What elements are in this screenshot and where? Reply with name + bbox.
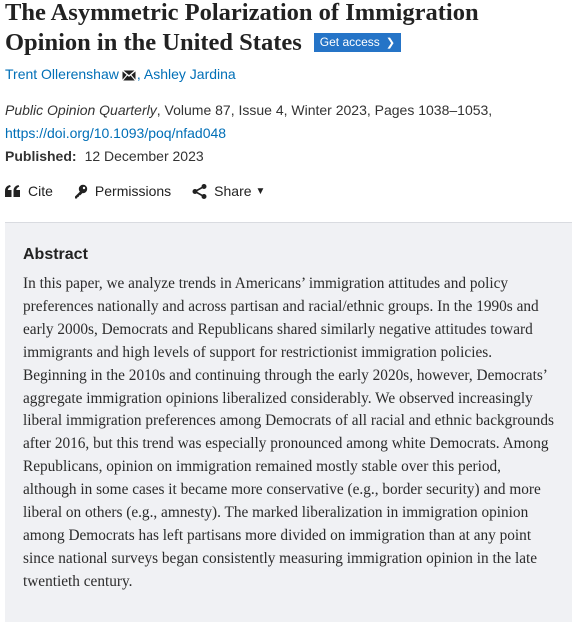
permissions-button[interactable]: [74, 183, 171, 199]
envelope-icon[interactable]: [122, 68, 136, 84]
share-label: Share: [214, 183, 252, 199]
abstract-section: [5, 222, 572, 622]
key-icon: [74, 184, 88, 199]
published-date: [5, 148, 571, 164]
author-link-ollerenshaw[interactable]: Trent Ollerenshaw: [5, 66, 119, 82]
author-list: [5, 66, 571, 84]
cite-button[interactable]: [5, 183, 53, 199]
article-page: [0, 0, 576, 199]
author-separator: ,: [136, 66, 141, 82]
permissions-label: Permissions: [94, 183, 172, 199]
citation: [5, 99, 571, 145]
doi-link[interactable]: https://doi.org/10.1093/poq/nfad048: [5, 125, 227, 141]
article-title-line2: Opinion in the United States: [5, 29, 302, 56]
abstract-heading: Abstract: [23, 246, 88, 263]
article-title: [5, 0, 571, 58]
published-label: Published:: [5, 148, 77, 164]
author-link-jardina[interactable]: Ashley Jardina: [143, 66, 236, 82]
published-value: 12 December 2023: [84, 148, 204, 164]
get-access-button[interactable]: [314, 33, 401, 52]
journal-name: Public Opinion Quarterly: [5, 102, 157, 118]
quote-icon: [5, 185, 21, 197]
cite-label: Cite: [28, 183, 53, 199]
share-icon: [192, 184, 207, 199]
get-access-label: Get access: [319, 35, 380, 49]
abstract-text: In this paper, we analyze trends in Americans’ immigration attitudes and policy preferences nationally and across partisan and racial/ethnic groups. In the 1990s and early 2000s, Democrats and Republicans shared similarly negative attitudes toward immigrants and high levels of support for restrictionist immigration policies. Beginning in the 2010s and continuing through the early 2020s, however, Democrats’ aggregate immigration opinions liberalized considerably. We observed increasingly liberal immigration preferences among Democrats of all racial and ethnic backgrounds after 2016, but this trend was especially pronounced among white Democrats. Among Republicans, opinion on immigration remained mostly stable over this period, although in some cases it became more conservative (e.g., border security) and more liberal on others (e.g., amnesty). The marked liberalization in immigration opinion among Democrats has left partisans more divided on immigration than at any point since national surveys began consistently measuring immigration opinion in the late twentieth century.: [23, 275, 554, 590]
caret-down-icon: ▼: [255, 185, 266, 197]
chevron-right-icon: ❯: [385, 37, 396, 49]
article-title-line1: The Asymmetric Polarization of Immigration: [5, 0, 479, 26]
share-button[interactable]: [192, 183, 265, 199]
article-toolbar: [5, 183, 571, 199]
citation-details: , Volume 87, Issue 4, Winter 2023, Pages 1038–1053,: [156, 102, 493, 118]
